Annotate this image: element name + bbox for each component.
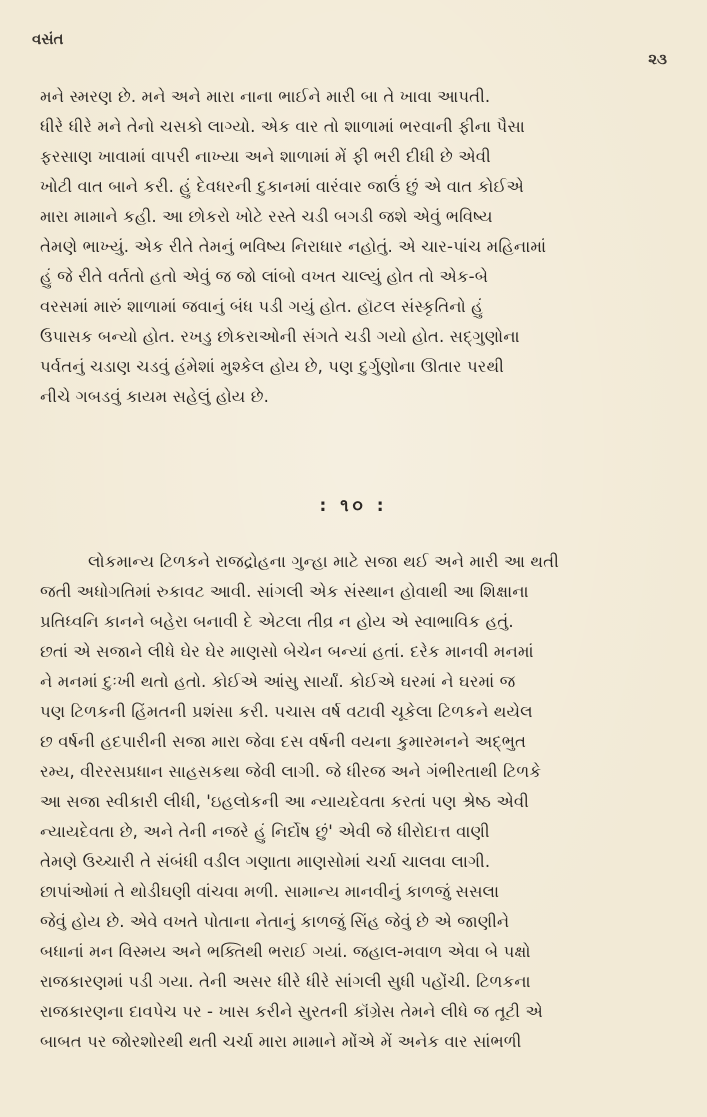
text-line: રમ્ય, વીરરસપ્રધાન સાહસકથા જેવી લાગી. જે ધીરજ અને ગંભીરતાથી ટિળકે [40,762,542,781]
text-line: ને મનમાં દુઃખી થતો હતો. કોઈએ આંસુ સાર્યાં. કોઈએ ઘરમાં ને ઘરમાં જ [40,672,516,691]
section-number: : ૧૦ : [319,496,388,516]
text-line: ન્યાયદેવતા છે, અને તેની નજરે હું નિર્દોષ છું' એવી જે ધીરોદાત્ત વાણી [40,822,490,841]
text-line: હું જે રીતે વર્તતો હતો એવું જ જો લાંબો વખત ચાલ્યું હોત તો એક-બે [40,267,489,286]
text-line: મારા મામાને કહી. આ છોકરો ખોટે રસ્તે ચડી બગડી જશે એવું ભવિષ્ય [40,207,493,226]
text-line: પ્રતિધ્વનિ કાનને બહેરા બનાવી દે એટલા તીવ્ર ન હોય એ સ્વાભાવિક હતું. [40,612,514,631]
text-line: રાજકારણમાં પડી ગયા. તેની અસર ધીરે ધીરે સાંગલી સુધી પહોંચી. ટિળકના [40,972,531,991]
text-line: વરસમાં મારું શાળામાં જવાનું બંધ પડી ગયું હોત. હૉટલ સંસ્કૃતિનો હું [40,297,483,316]
text-line: છતાં એ સજાને લીધે ઘેર ઘેર માણસો બેચેન બન્યાં હતાં. દરેક માનવી મનમાં [40,642,534,661]
paragraph-2 [40,547,680,1057]
text-line: છ વર્ષની હદપારીની સજા મારા જેવા દસ વર્ષની વયના કુમારમનને અદ્ભુત [40,732,527,751]
text-line: બાબત પર જોરશોરથી થતી ચર્ચા મારા મામાને મોંએ મેં અનેક વાર સાંભળી [40,1032,522,1051]
text-line: પણ ટિળકની હિંમતની પ્રશંસા કરી. પચાસ વર્ષ વટાવી ચૂકેલા ટિળકને થયેલ [40,702,533,721]
text-line: રાજકારણના દાવપેચ પર - ખાસ કરીને સુરતની કૉંગ્રેસ તેમને લીધે જ તૂટી એ [40,1002,543,1021]
text-line: ધીરે ધીરે મને તેનો ચસકો લાગ્યો. એક વાર તો શાળામાં ભરવાની ફીના પૈસા [40,117,525,136]
text-line: જેવું હોય છે. એવે વખતે પોતાના નેતાનું કાળજું સિંહ જેવું છે એ જાણીને [40,912,510,931]
page-number: ૨૩ [648,50,667,68]
text-line: નીચે ગબડવું કાયમ સહેલું હોય છે. [40,387,269,406]
paragraph-1 [40,82,680,412]
text-line: લોકમાન્ય ટિળકને રાજદ્રોહના ગુન્હા માટે સજા થઈ અને મારી આ થતી [88,552,559,571]
text-line: તેમણે ઉચ્ચારી તે સંબંધી વડીલ ગણાતા માણસોમાં ચર્ચા ચાલવા લાગી. [40,852,491,871]
text-line: છાપાંઓમાં તે થોડીઘણી વાંચવા મળી. સામાન્ય માનવીનું કાળજું સસલા [40,882,500,901]
text-line: ખોટી વાત બાને કરી. હું દેવધરની દુકાનમાં વારંવાર જાઉં છું એ વાત કોઈએ [40,177,524,196]
text-line: આ સજા સ્વીકારી લીધી, 'ઇહલોકની આ ન્યાયદેવતા કરતાં પણ શ્રેષ્ઠ એવી [40,792,529,811]
text-line: જતી અધોગતિમાં રુકાવટ આવી. સાંગલી એક સંસ્થાન હોવાથી આ શિક્ષાના [40,582,529,601]
text-line: બધાનાં મન વિસ્મય અને ભક્તિથી ભરાઈ ગયાં. જહાલ-મવાળ એવા બે પક્ષો [40,942,531,961]
text-line: તેમણે ભાખ્યું. એક રીતે તેમનું ભવિષ્ય નિરાધાર નહોતું. એ ચાર-પાંચ મહિનામાં [40,237,547,256]
text-line: પર્વતનું ચડાણ ચડવું હંમેશાં મુશ્કેલ હોય છે, પણ દુર્ગુણોના ઊતાર પરથી [40,357,504,376]
text-line: ફરસાણ ખાવામાં વાપરી નાખ્યા અને શાળામાં મેં ફી ભરી દીધી છે એવી [40,147,491,166]
text-line: મને સ્મરણ છે. મને અને મારા નાના ભાઈને મારી બા તે ખાવા આપતી. [40,87,491,106]
running-title: વસંત [32,30,64,48]
text-line: ઉપાસક બન્યો હોત. રખડુ છોકરાઓની સંગતે ચડી ગયો હોત. સદ્ગુણોના [40,327,520,346]
